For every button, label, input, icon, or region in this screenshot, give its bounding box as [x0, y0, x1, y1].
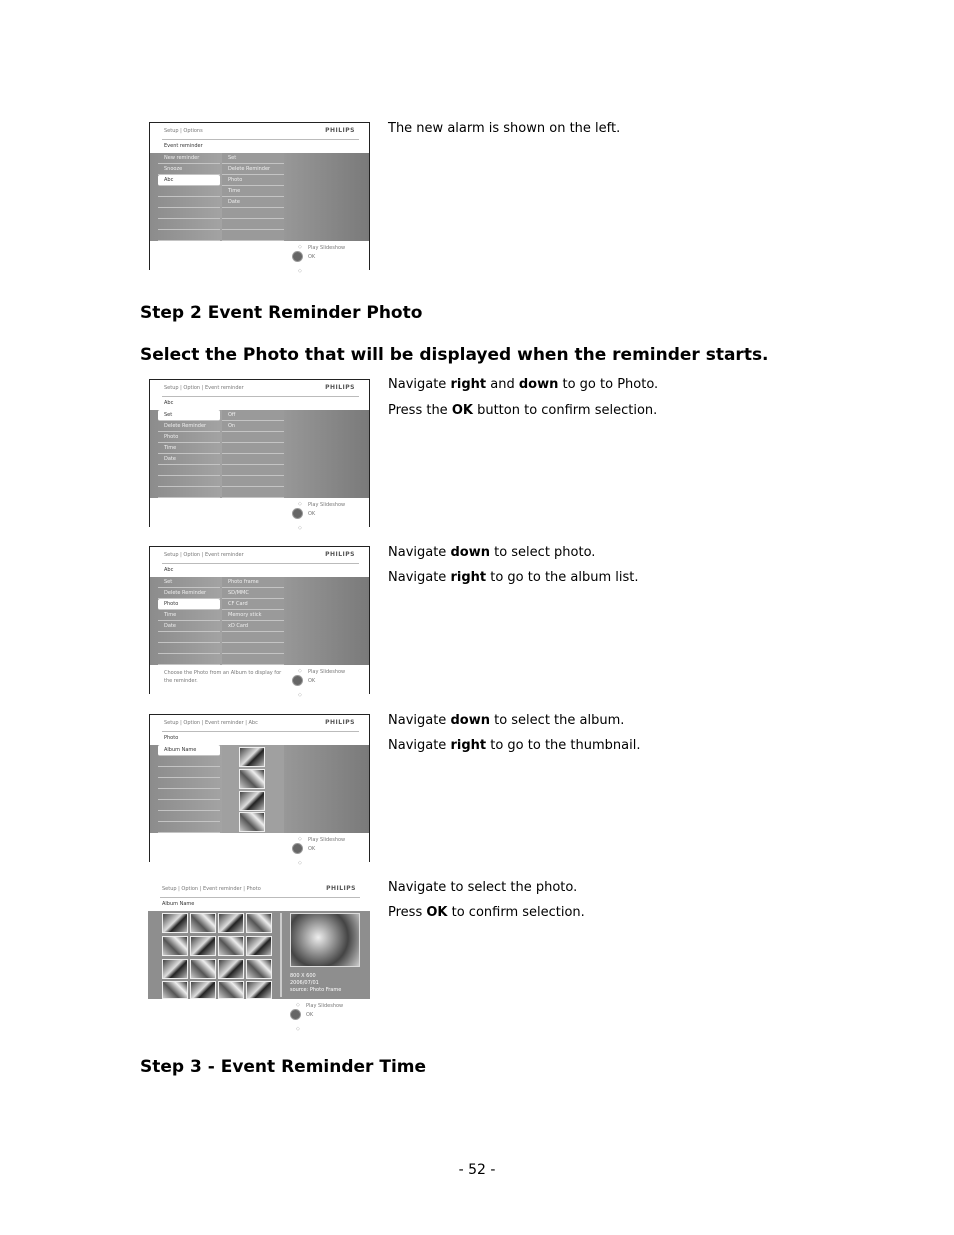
- heading-select-photo: Select the Photo that will be displayed when the reminder starts.: [140, 345, 769, 365]
- breadcrumb: Setup | Option | Event reminder | Abc: [164, 720, 258, 726]
- menu-item-selected: Set: [158, 410, 220, 421]
- menu-item-selected: Abc: [158, 175, 220, 186]
- menu-item-empty: [158, 219, 220, 230]
- menu-item: Delete Reminder: [158, 421, 220, 432]
- menu-item: CF Card: [222, 599, 284, 610]
- photo-thumbnail: [162, 913, 188, 933]
- photo-thumbnail: [239, 812, 265, 832]
- philips-logo: PHILIPS: [326, 885, 356, 892]
- philips-logo: PHILIPS: [325, 127, 355, 134]
- left-menu: [158, 410, 220, 498]
- menu-item-empty: [222, 208, 284, 219]
- menu-footer: [150, 665, 369, 698]
- menu-item: Delete Reminder: [222, 164, 284, 175]
- menu-footer: [150, 498, 369, 531]
- menu-item: SD/MMC: [222, 588, 284, 599]
- ok-button-icon: [290, 1009, 301, 1020]
- menu-item: On: [222, 421, 284, 432]
- divider: [160, 897, 360, 898]
- menu-title: Album Name: [162, 901, 195, 907]
- breadcrumb: Setup | Option | Event reminder: [164, 385, 244, 391]
- photo-preview: [290, 913, 360, 967]
- photo-thumbnail: [218, 959, 244, 979]
- menu-item: Date: [222, 197, 284, 208]
- photo-thumbnail: [246, 936, 272, 956]
- photo-thumbnail: [246, 959, 272, 979]
- screenshot-photo-source: [149, 546, 370, 698]
- menu-body: [150, 745, 369, 833]
- menu-item-empty: [158, 811, 220, 822]
- menu-body: [150, 410, 369, 498]
- ok-button-icon: [292, 675, 303, 686]
- dpad-dots: ◇ ◇: [298, 668, 302, 698]
- menu-item-empty: [158, 230, 220, 241]
- photo-thumbnail: [218, 913, 244, 933]
- ok-button-icon: [292, 843, 303, 854]
- divider: [162, 731, 359, 732]
- menu-item-empty: [158, 632, 220, 643]
- dpad-dots: ◇ ◇: [298, 836, 302, 866]
- menu-body: [150, 577, 369, 665]
- instruction-select-album: Navigate down to select the album.: [388, 713, 625, 728]
- instruction-select-photo: Navigate down to select photo.: [388, 545, 596, 560]
- divider: [162, 139, 359, 140]
- menu-item-selected: Photo: [158, 599, 220, 610]
- menu-item: New reminder: [158, 153, 220, 164]
- photo-thumbnail: [162, 981, 188, 999]
- photo-thumbnail: [239, 791, 265, 811]
- menu-item: Time: [158, 443, 220, 454]
- photo-thumbnail: [246, 913, 272, 933]
- menu-item: Time: [222, 186, 284, 197]
- menu-title: Abc: [164, 400, 174, 406]
- screenshot-thumbnail-grid: [148, 881, 370, 1032]
- left-menu: [158, 153, 220, 241]
- menu-item: Delete Reminder: [158, 588, 220, 599]
- menu-item-empty: [222, 465, 284, 476]
- footer-labels: Play Slideshow OK: [308, 837, 346, 852]
- dpad-dots: ◇ ◇: [296, 1002, 300, 1032]
- menu-item-empty: [158, 789, 220, 800]
- menu-item: Photo: [158, 432, 220, 443]
- menu-item-empty: [222, 643, 284, 654]
- menu-item-empty: [222, 654, 284, 665]
- photo-thumbnail: [190, 913, 216, 933]
- scrollbar: [280, 913, 282, 997]
- heading-step3: Step 3 - Event Reminder Time: [140, 1057, 427, 1077]
- menu-item: Off: [222, 410, 284, 421]
- menu-item-empty: [222, 476, 284, 487]
- footer-labels: Play Slideshow OK: [306, 1003, 344, 1018]
- menu-item-empty: [222, 443, 284, 454]
- menu-item: Snooze: [158, 164, 220, 175]
- menu-item-empty: [158, 487, 220, 498]
- menu-item-empty: [158, 197, 220, 208]
- hint-text: Choose the Photo from an Album to display for the reminder.: [164, 670, 282, 684]
- menu-item-empty: [158, 822, 220, 833]
- menu-item-empty: [158, 654, 220, 665]
- menu-item-empty: [222, 432, 284, 443]
- screenshot-reminder-set: [149, 379, 370, 531]
- right-menu: [222, 577, 284, 665]
- menu-item-empty: [222, 487, 284, 498]
- dpad-dots: ◇ ◇: [298, 501, 302, 531]
- menu-body: [150, 153, 369, 241]
- breadcrumb: Setup | Option | Event reminder: [164, 552, 244, 558]
- philips-logo: PHILIPS: [325, 384, 355, 391]
- screenshot-album-list: [149, 714, 370, 866]
- breadcrumb: Setup | Option | Event reminder | Photo: [162, 886, 261, 892]
- photo-thumbnail: [218, 981, 244, 999]
- photo-thumbnail: [190, 959, 216, 979]
- thumbnail-column: [222, 745, 284, 833]
- menu-item-empty: [222, 230, 284, 241]
- menu-item: Time: [158, 610, 220, 621]
- left-menu: [158, 745, 220, 833]
- dpad-dots: ◇ ◇: [298, 244, 302, 274]
- instruction-album-list: Navigate right to go to the album list.: [388, 570, 639, 585]
- menu-item-empty: [158, 767, 220, 778]
- menu-item: Photo: [222, 175, 284, 186]
- right-menu: [222, 153, 284, 241]
- photo-thumbnail: [239, 769, 265, 789]
- menu-title: Event reminder: [164, 143, 203, 149]
- menu-item-empty: [158, 465, 220, 476]
- menu-item: Photo frame: [222, 577, 284, 588]
- photo-info: 800 X 600 2006/07/01 source: Photo Frame: [290, 973, 342, 993]
- heading-step2: Step 2 Event Reminder Photo: [140, 303, 423, 323]
- caption-new-alarm: The new alarm is shown on the left.: [388, 121, 621, 136]
- photo-thumbnail: [239, 747, 265, 767]
- right-menu: [222, 410, 284, 498]
- divider: [162, 563, 359, 564]
- menu-item-empty: [222, 219, 284, 230]
- menu-footer: [150, 241, 369, 274]
- photo-thumbnail: [162, 959, 188, 979]
- menu-item-empty: [158, 643, 220, 654]
- philips-logo: PHILIPS: [325, 719, 355, 726]
- photo-thumbnail: [190, 936, 216, 956]
- menu-item-empty: [158, 186, 220, 197]
- instruction-navigate-photo: Navigate right and down to go to Photo.: [388, 377, 659, 392]
- instruction-navigate-select: Navigate to select the photo.: [388, 880, 578, 895]
- menu-item-empty: [158, 778, 220, 789]
- menu-item-empty: [158, 800, 220, 811]
- left-menu: [158, 577, 220, 665]
- menu-footer: [148, 999, 370, 1032]
- menu-item: Set: [222, 153, 284, 164]
- thumbnail-body: [148, 911, 370, 999]
- instruction-confirm: Press OK to confirm selection.: [388, 905, 585, 920]
- menu-item: Date: [158, 454, 220, 465]
- philips-logo: PHILIPS: [325, 551, 355, 558]
- menu-item: xD Card: [222, 621, 284, 632]
- instruction-press-ok: Press the OK button to confirm selection.: [388, 403, 658, 418]
- divider: [162, 396, 359, 397]
- photo-thumbnail: [218, 936, 244, 956]
- page-number: - 52 -: [458, 1162, 496, 1178]
- menu-item-empty: [158, 756, 220, 767]
- photo-thumbnail: [162, 936, 188, 956]
- menu-item: Date: [158, 621, 220, 632]
- ok-button-icon: [292, 508, 303, 519]
- menu-item: Memory stick: [222, 610, 284, 621]
- footer-labels: Play Slideshow OK: [308, 245, 346, 260]
- menu-item-empty: [158, 208, 220, 219]
- instruction-thumbnail: Navigate right to go to the thumbnail.: [388, 738, 641, 753]
- ok-button-icon: [292, 251, 303, 262]
- breadcrumb: Setup | Options: [164, 128, 203, 134]
- photo-thumbnail: [246, 981, 272, 999]
- photo-thumbnail: [190, 981, 216, 999]
- menu-item-selected: Album Name: [158, 745, 220, 756]
- menu-footer: [150, 833, 369, 866]
- menu-title: Abc: [164, 567, 174, 573]
- footer-labels: Play Slideshow OK: [308, 669, 346, 684]
- screenshot-event-reminder-options: [149, 122, 370, 274]
- menu-item-empty: [222, 454, 284, 465]
- menu-item-empty: [158, 476, 220, 487]
- menu-item-empty: [222, 632, 284, 643]
- menu-item: Set: [158, 577, 220, 588]
- menu-title: Photo: [164, 735, 179, 741]
- footer-labels: Play Slideshow OK: [308, 502, 346, 517]
